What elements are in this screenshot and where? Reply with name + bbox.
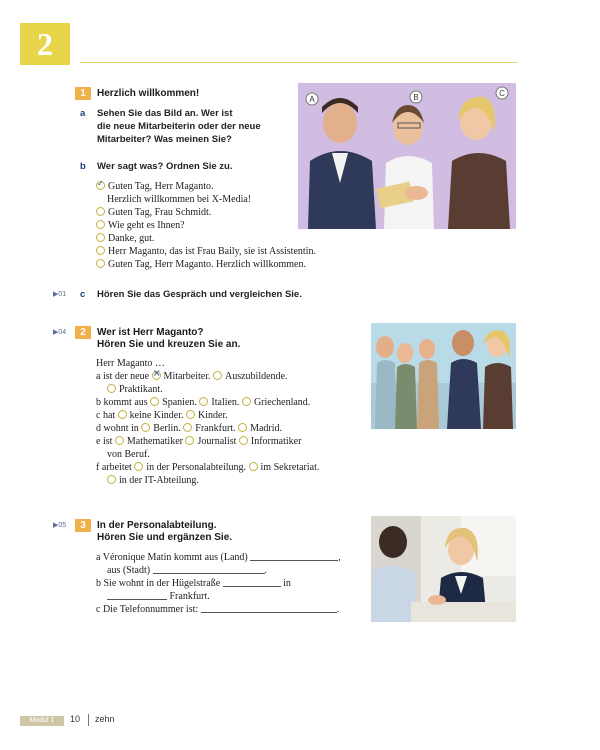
circle-icon[interactable] xyxy=(96,246,105,255)
footer-divider xyxy=(88,714,89,726)
ex2-item-f-cont: in der IT-Abteilung. xyxy=(107,475,199,487)
answer-blank-stadt[interactable] xyxy=(153,564,265,574)
exercise-3-number: 3 xyxy=(75,519,91,532)
audio-track-icon[interactable]: ▶05 xyxy=(53,522,67,529)
circle-icon[interactable] xyxy=(213,371,222,380)
ex3-item-c: c Die Telefonnummer ist: . xyxy=(96,604,340,615)
circle-icon[interactable] xyxy=(96,207,105,216)
ex1-b-letter: b xyxy=(80,161,86,172)
crossed-circle-icon[interactable] xyxy=(152,371,161,380)
ex1-b-text: Wer sagt was? Ordnen Sie zu. xyxy=(97,161,233,172)
ex1-option-1-cont: Herzlich willkommen bei X-Media! xyxy=(107,194,252,205)
image-label-c: C xyxy=(499,89,505,98)
circle-icon[interactable] xyxy=(134,462,143,471)
circle-icon[interactable] xyxy=(107,475,116,484)
circle-icon[interactable] xyxy=(118,410,127,419)
ex3-item-a-cont: aus (Stadt) . xyxy=(107,565,268,576)
circle-icon[interactable] xyxy=(150,397,159,406)
illustration-greeting xyxy=(298,83,516,229)
answer-blank-plz[interactable] xyxy=(107,590,167,600)
footer-module-tab: Modul 1 xyxy=(20,716,64,726)
circle-icon[interactable] xyxy=(238,423,247,432)
answer-blank-hausnummer[interactable] xyxy=(223,577,281,587)
circle-icon[interactable] xyxy=(96,259,105,268)
circle-icon[interactable] xyxy=(183,423,192,432)
audio-track-icon[interactable]: ▶01 xyxy=(53,291,67,298)
ex2-item-a: a ist der neue × Mitarbeiter. Auszubildende. xyxy=(96,371,287,383)
circle-icon[interactable] xyxy=(185,436,194,445)
circle-icon[interactable] xyxy=(96,233,105,242)
circle-icon[interactable] xyxy=(199,397,208,406)
ex1-a-letter: a xyxy=(80,108,86,119)
ex1-option-3[interactable]: Wie geht es Ihnen? xyxy=(96,220,185,232)
circle-icon[interactable] xyxy=(107,384,116,393)
exercise-2-title: Wer ist Herr Maganto? Hören Sie und kreuzen Sie an. xyxy=(97,327,241,350)
ex1-option-6[interactable]: Guten Tag, Herr Maganto. Herzlich willkommen. xyxy=(96,259,306,271)
circle-icon[interactable] xyxy=(96,220,105,229)
ex2-item-a-cont: Praktikant. xyxy=(107,384,163,396)
ex2-item-b: b kommt aus Spanien. Italien. Griechenland. xyxy=(96,397,311,408)
ex1-option-1[interactable]: ✓Guten Tag, Herr Maganto. xyxy=(96,181,213,193)
circle-icon[interactable] xyxy=(249,462,258,471)
ex2-item-d: d wohnt in Berlin. Frankfurt. Madrid. xyxy=(96,423,283,434)
ex1-option-5[interactable]: Herr Maganto, das ist Frau Baily, sie ist Assistentin. xyxy=(96,246,316,258)
page-number: 10 xyxy=(70,714,81,724)
ex2-item-c: c hat keine Kinder. Kinder. xyxy=(96,410,228,421)
exercise-1-number: 1 xyxy=(75,87,91,100)
audio-track-icon[interactable]: ▶04 xyxy=(53,329,67,336)
ex3-item-b-cont: Frankfurt. xyxy=(107,590,210,603)
ex1-a-text: Sehen Sie das Bild an. Wer ist die neue Mitarbeiterin oder der neue Mitarbeiter? Was meinen Sie? xyxy=(97,108,261,145)
checked-circle-icon[interactable] xyxy=(96,181,105,190)
ex3-item-b: b Sie wohnt in der Hügelstraße in xyxy=(96,578,291,589)
ex1-option-4[interactable]: Danke, gut. xyxy=(96,233,154,245)
photo-personalabteilung xyxy=(371,516,516,622)
header-rule xyxy=(80,62,518,63)
circle-icon[interactable] xyxy=(239,436,248,445)
ex3-item-a: a Véronique Matin kommt aus (Land) , xyxy=(96,552,341,563)
image-label-a: A xyxy=(309,95,315,104)
ex1-c-letter: c xyxy=(80,289,86,300)
circle-icon[interactable] xyxy=(242,397,251,406)
exercise-1-title: Herzlich willkommen! xyxy=(97,88,200,99)
ex2-item-e: e ist Mathematiker Journalist Informatiker xyxy=(96,436,302,447)
ex2-intro: Herr Maganto … xyxy=(96,358,165,369)
circle-icon[interactable] xyxy=(141,423,150,432)
answer-blank-telefon[interactable] xyxy=(201,603,337,613)
exercise-3-title: In der Personalabteilung. Hören Sie und ergänzen Sie. xyxy=(97,520,233,543)
chapter-badge: 2 xyxy=(20,23,70,65)
ex2-item-e-cont: von Beruf. xyxy=(107,449,150,460)
ex2-item-f: f arbeitet in der Personalabteilung. im Sekretariat. xyxy=(96,462,320,473)
answer-blank-land[interactable] xyxy=(250,551,338,561)
exercise-2-number: 2 xyxy=(75,326,91,339)
image-label-b: B xyxy=(413,93,419,102)
circle-icon[interactable] xyxy=(186,410,195,419)
ex1-option-2[interactable]: Guten Tag, Frau Schmidt. xyxy=(96,207,211,219)
ex1-c-text: Hören Sie das Gespräch und vergleichen Sie. xyxy=(97,289,302,300)
illustration-group xyxy=(371,323,516,429)
page-number-word: zehn xyxy=(95,714,115,724)
circle-icon[interactable] xyxy=(115,436,124,445)
